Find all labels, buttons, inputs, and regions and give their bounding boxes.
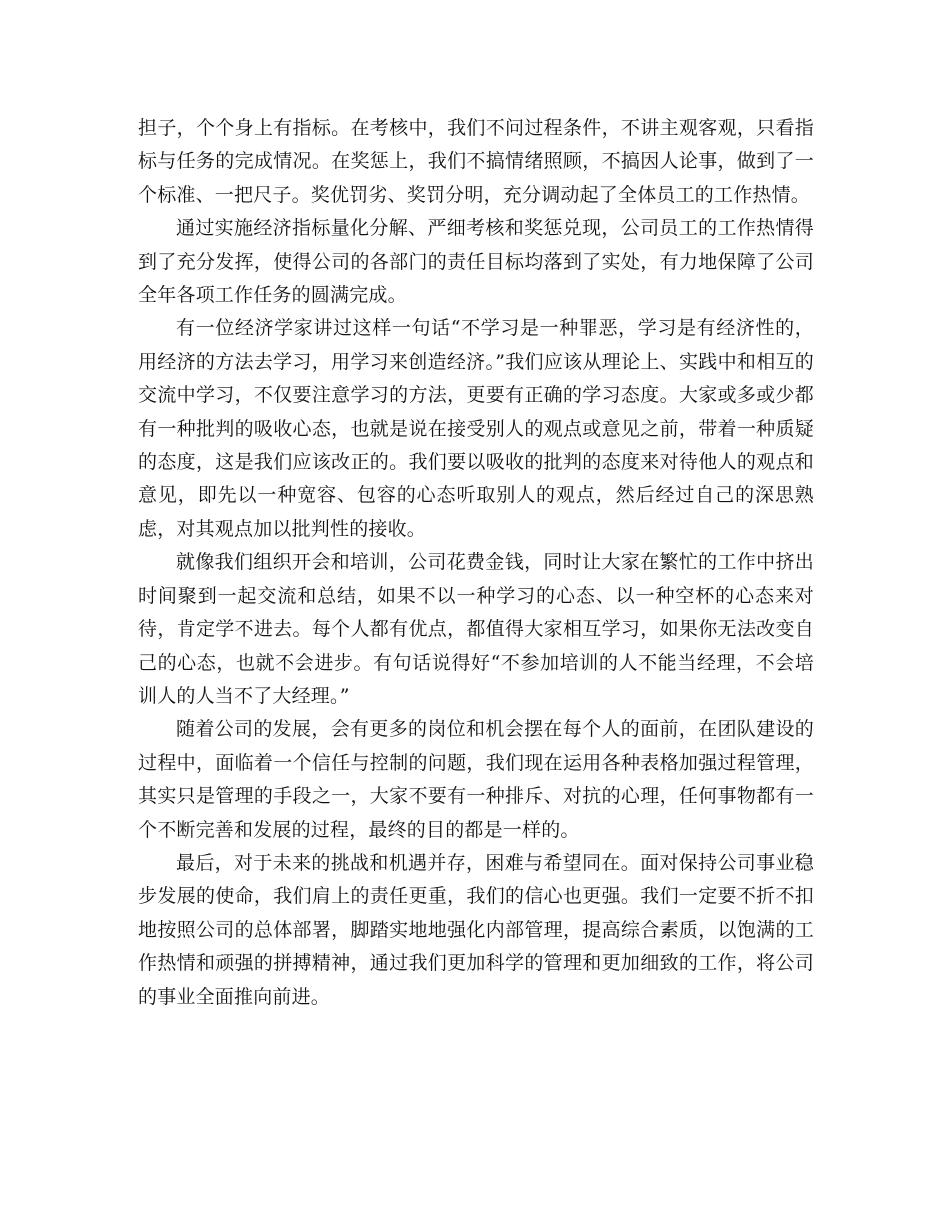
paragraph: 通过实施经济指标量化分解、严细考核和奖惩兑现，公司员工的工作热情得到了充分发挥，使得公司的各部门的责任目标均落到了实处，有力地保障了公司全年各项工作任务的圆满完成。 [138,217,814,307]
document-body [138,112,814,1014]
paragraph: 有一位经济学家讲过这样一句话“不学习是一种罪恶，学习是有经济性的，用经济的方法去学习，用学习来创造经济。”我们应该从理论上、实践中和相互的交流中学习，不仅要注意学习的方法，更要有正确的学习态度。大家或多或少都有一种批判的吸收心态，也就是说在接受别人的观点或意见之前，带着一种质疑的态度，这是我们应该改正的。我们要以吸收的批判的态度来对待他人的观点和意见，即先以一种宽容、包容的心态听取别人的观点，然后经过自己的深思熟虑，对其观点加以批判性的接收。 [138,317,814,540]
paragraph: 随着公司的发展，会有更多的岗位和机会摆在每个人的面前，在团队建设的过程中，面临着一个信任与控制的问题，我们现在运用各种表格加强过程管理，其实只是管理的手段之一，大家不要有一种排斥、对抗的心理，任何事物都有一个不断完善和发展的过程，最终的目的都是一样的。 [138,718,814,841]
paragraph: 就像我们组织开会和培训，公司花费金钱，同时让大家在繁忙的工作中挤出时间聚到一起交流和总结，如果不以一种学习的心态、以一种空杯的心态来对待，肯定学不进去。每个人都有优点，都值得大家相互学习，如果你无法改变自己的心态，也就不会进步。有句话说得好“不参加培训的人不能当经理，不会培训人的人当不了大经理。” [138,551,814,707]
paragraph-continued: 担子，个个身上有指标。在考核中，我们不问过程条件，不讲主观客观，只看指标与任务的完成情况。在奖惩上，我们不搞情绪照顾，不搞因人论事，做到了一个标准、一把尺子。奖优罚劣、奖罚分明，充分调动起了全体员工的工作热情。 [138,117,814,206]
paragraph: 最后，对于未来的挑战和机遇并存，困难与希望同在。面对保持公司事业稳步发展的使命，我们肩上的责任更重，我们的信心也更强。我们一定要不折不扣地按照公司的总体部署，脚踏实地地强化内部管理，提高综合素质，以饱满的工作热情和顽强的拼搏精神，通过我们更加科学的管理和更加细致的工作，将公司的事业全面推向前进。 [138,851,814,1008]
